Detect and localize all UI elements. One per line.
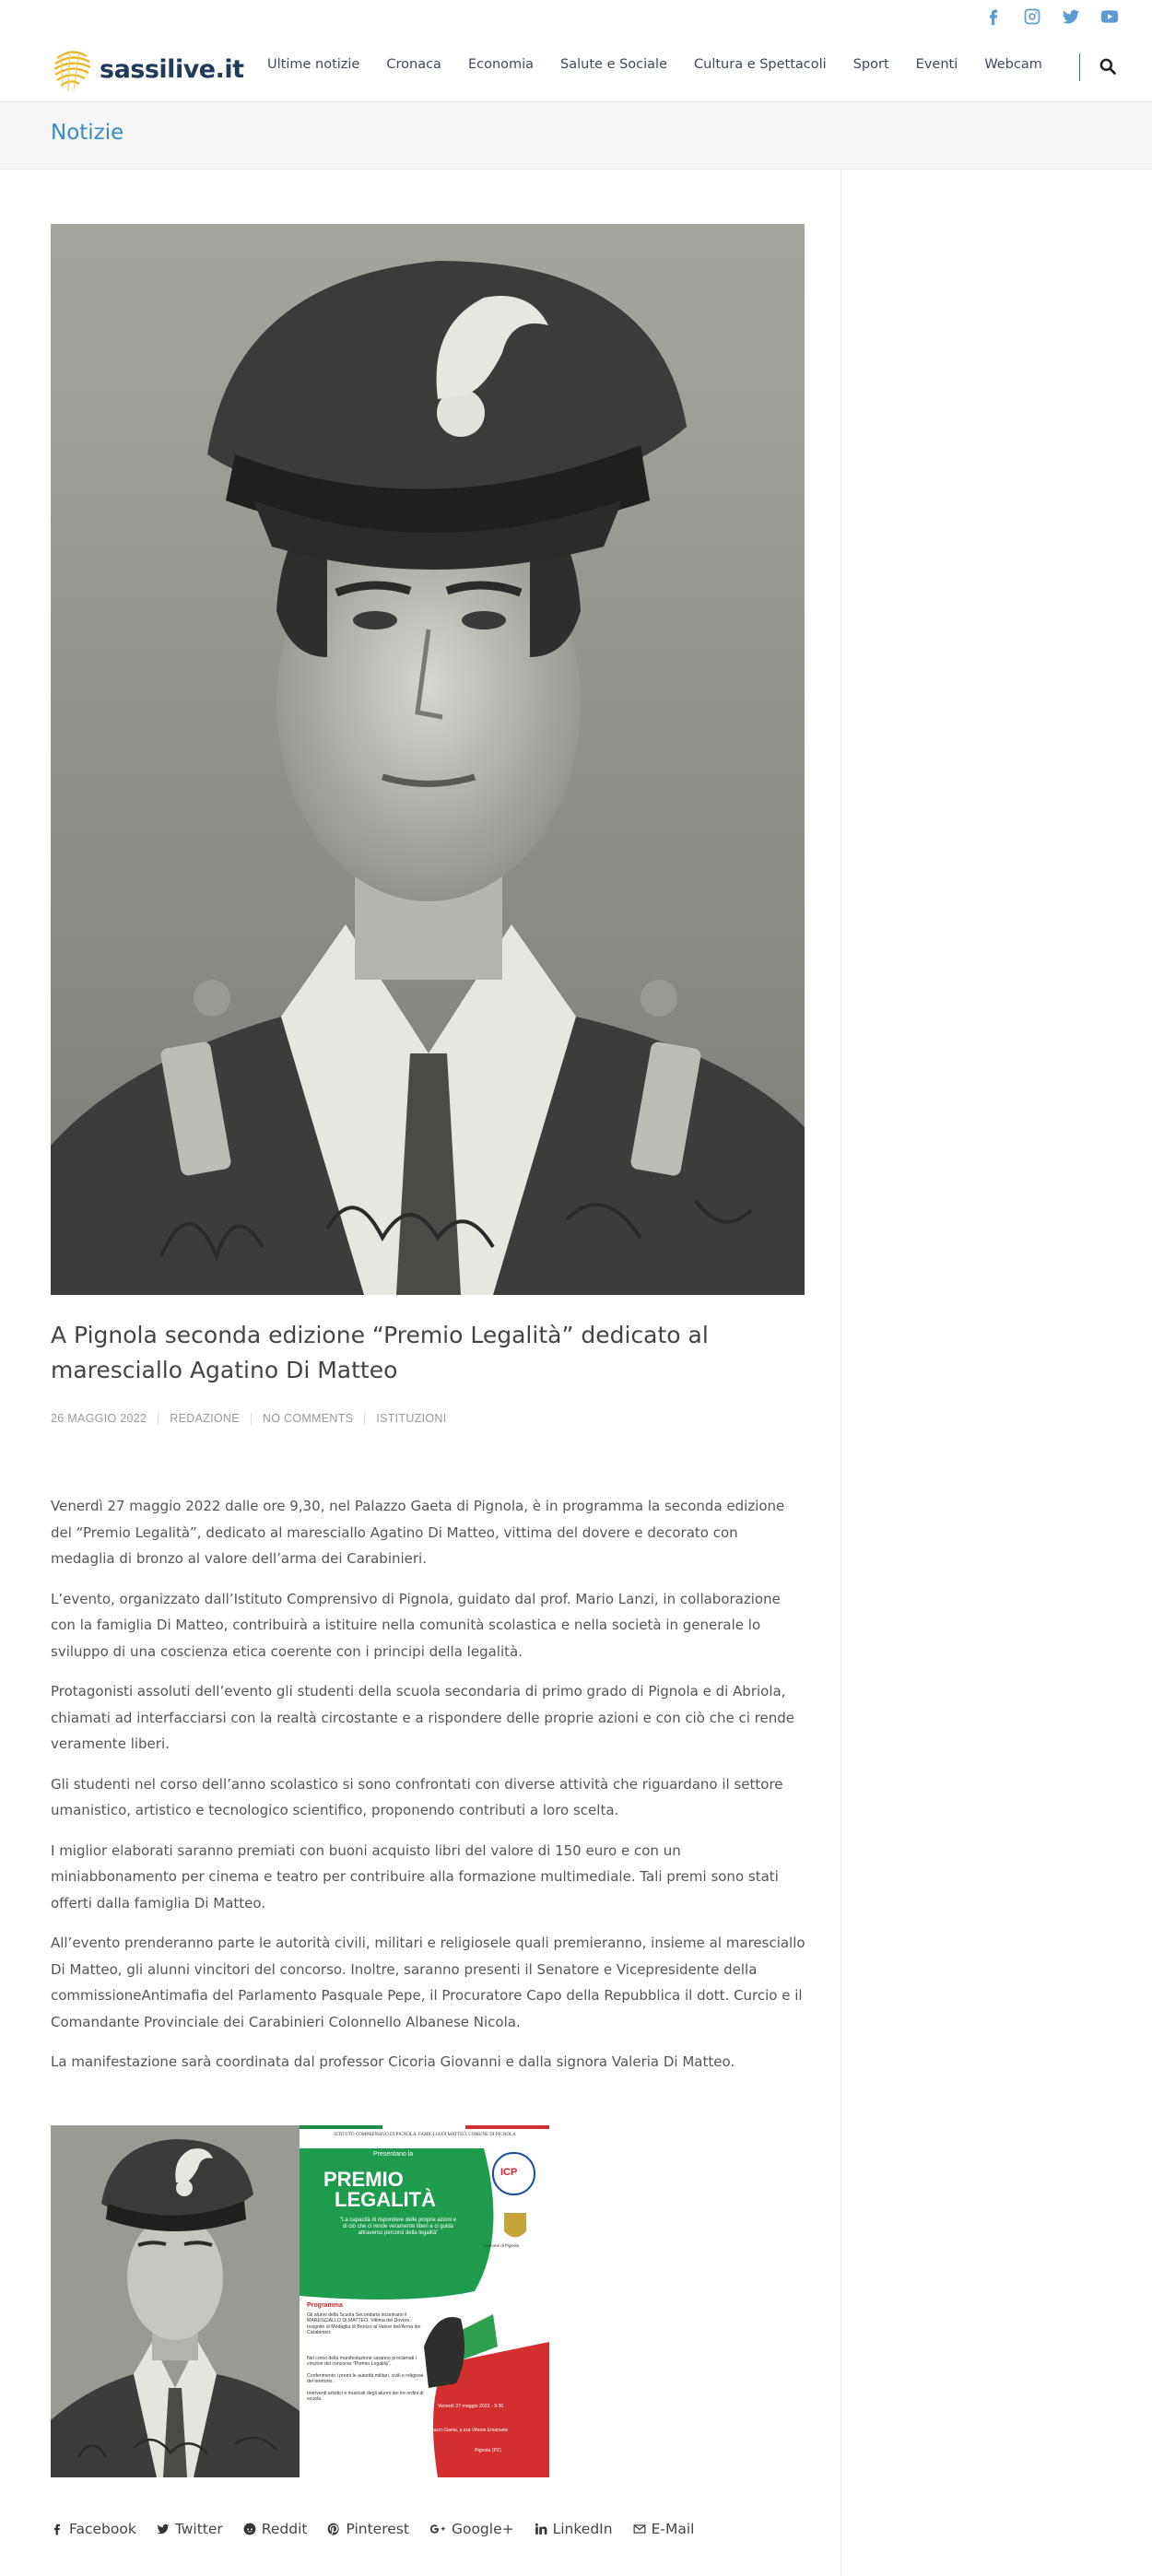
nav-item-sport[interactable]: Sport	[852, 57, 889, 72]
nav-item-cultura-spettacoli[interactable]: Cultura e Spettacoli	[694, 57, 827, 72]
post-paragraph: All’evento prenderanno parte le autorità civili, militari e religiosele quali premieranno, insieme al maresciallo Di Matteo, gli alunni vincitori del concorso. Inoltre, saranno presenti il Senatore e Vicepresidente della commissioneAntimafia del Parlamento Pasquale Pepe, il Procuratore Capo della Repubblica il dott. Curcio e il Comandante Provinciale dei Carabinieri Colonnello Albanese Nicola.	[51, 1935, 805, 2030]
twitter-icon	[157, 2523, 170, 2535]
carabiniere-portrait	[51, 224, 805, 1295]
poster-badge: ICP	[500, 2167, 518, 2178]
poster-comune: Comune di Pignola	[484, 2243, 520, 2248]
sidebar-divider	[840, 169, 841, 2576]
logo-emblem-icon	[50, 41, 96, 97]
share-facebook[interactable]	[51, 2521, 136, 2537]
poster-header: ISTITUTO COMPRENSIVO DI PIGNOLA, FAMIGLIA DI MATTEO, COMUNE DI PIGNOLA	[334, 2133, 516, 2137]
nav-item-ultime-notizie[interactable]: Ultime notizie	[267, 57, 360, 72]
google-plus-icon	[429, 2523, 446, 2535]
post-paragraph: Gli studenti nel corso dell’anno scolastico si sono confrontati con diverse attività che riguardano il settore umanistico, artistico e tecnologico scientifico, proponendo contributi a loro scelta.	[51, 1775, 783, 1818]
post-author-link[interactable]: REDAZIONE	[170, 1412, 240, 1425]
post-paragraph: L’evento, organizzato dall’Istituto Comprensivo di Pignola, guidato dal prof. Mario Lanzi, in collaborazione con la famiglia Di Matteo, contribuirà a istituire nella comunità scolastica e nella società in generale lo sviluppo di una coscienza etica coerente con i principi della legalità.	[51, 1590, 781, 1660]
post-paragraph: La manifestazione sarà coordinata dal professor Cicoria Giovanni e dalla signora Valeria Di Matteo.	[51, 2053, 735, 2070]
page-title-band	[0, 102, 1152, 170]
post-comments-link[interactable]: NO COMMENTS	[262, 1412, 354, 1425]
linkedin-icon	[535, 2523, 547, 2535]
nav-item-economia[interactable]: Economia	[467, 57, 535, 72]
instagram-icon[interactable]	[1023, 7, 1041, 26]
post-paragraph: I miglior elaborati saranno premiati con buoni acquisto libri del valore di 150 euro e con un miniabbonamento per cinema e teatro per contribuire alla formazione multimediale. Tali premi sono stati offerti dalla famiglia Di Matteo.	[51, 1841, 779, 1911]
poster-bullets	[307, 2356, 425, 2402]
logo-wordmark	[100, 55, 244, 84]
poster-quote: "La capacità di rispondere delle proprie azioni e di ciò che ci rende veramente liberi e ci guida attraverso percorsi della legalità"	[339, 2217, 457, 2236]
share-twitter[interactable]	[157, 2521, 223, 2537]
share-label: Facebook	[69, 2521, 136, 2537]
share-linkedin[interactable]	[535, 2521, 613, 2537]
poster-bullet: Nel corso della manifestazione saranno proclamati i vincitori del concorso "Premio Legalità".	[307, 2356, 417, 2368]
nav-item-eventi[interactable]: Eventi	[915, 57, 958, 72]
meta-separator	[158, 1413, 159, 1425]
poster-program-label: Programma	[307, 2302, 343, 2309]
share-label: Reddit	[261, 2521, 308, 2537]
poster-town: Pignola (PZ)	[475, 2448, 501, 2453]
search-button[interactable]	[1099, 57, 1119, 77]
page-title: Notizie	[51, 121, 124, 145]
share-label: Pinterest	[346, 2521, 409, 2537]
logo-name: sassilive	[100, 54, 216, 84]
reddit-icon	[243, 2523, 256, 2535]
email-icon	[633, 2523, 646, 2535]
logo-suffix: .it	[215, 54, 244, 84]
poster-program-intro: Gli alunni della Scuola Secondaria incontrano il MARESCIALLO DI MATTEO, Vittima del Dovere, Insignito di Medaglia di Bronzo al Valore dell'Arma dei Carabinieri.	[307, 2312, 421, 2336]
poster-title-line1: PREMIO	[323, 2168, 404, 2191]
main-nav	[267, 57, 1069, 72]
post-paragraph: Venerdì 27 maggio 2022 dalle ore 9,30, nel Palazzo Gaeta di Pignola, è in programma la seconda edizione del “Premio Legalità”, dedicato al maresciallo Agatino Di Matteo, vittima del dovere e decorato con medaglia di bronzo al valore dell’arma dei Carabinieri.	[51, 1498, 785, 1567]
twitter-icon[interactable]	[1062, 7, 1080, 26]
nav-item-salute-sociale[interactable]: Salute e Sociale	[560, 57, 668, 72]
share-email[interactable]	[633, 2521, 695, 2537]
search-icon	[1099, 57, 1117, 76]
meta-separator	[251, 1413, 252, 1425]
post-paragraph: Protagonisti assoluti dell’evento gli studenti della scuola secondaria di primo grado di Pignola e di Abriola, chiamati ad interfacciarsi con la realtà circostante e a rispondere delle proprie azioni e con ciò che ci rende veramente liberi.	[51, 1683, 794, 1752]
inline-portrait-image[interactable]	[51, 2125, 300, 2477]
share-label: Twitter	[174, 2521, 223, 2537]
pinterest-icon	[327, 2523, 340, 2535]
event-poster[interactable]	[300, 2125, 549, 2477]
post-date: 26 MAGGIO 2022	[51, 1412, 147, 1425]
carabiniere-portrait-small	[51, 2125, 300, 2477]
featured-image[interactable]	[51, 224, 805, 1295]
poster-title-line2: LEGALITÀ	[335, 2188, 436, 2211]
post-body	[51, 1493, 806, 2089]
post-title: A Pignola seconda edizione “Premio Legalità” dedicato al maresciallo Agatino Di Matteo	[51, 1322, 709, 1383]
poster-where: Palazzo Gaeta, p.zza Vittorio Emanuele	[427, 2428, 509, 2433]
facebook-icon[interactable]	[984, 7, 1003, 26]
poster-bullet: Interventi artistici e musicali degli alunni dei tre ordini di scuola.	[307, 2390, 424, 2403]
site-header	[0, 39, 1152, 102]
meta-separator	[364, 1413, 365, 1425]
nav-item-cronaca[interactable]: Cronaca	[386, 57, 441, 72]
poster-subtitle: Presentano la	[373, 2151, 414, 2158]
youtube-icon[interactable]	[1100, 7, 1119, 26]
nav-item-webcam[interactable]: Webcam	[984, 57, 1042, 72]
facebook-icon	[51, 2523, 64, 2535]
nav-divider	[1079, 53, 1080, 81]
top-social-bar	[0, 0, 1152, 39]
social-links	[984, 7, 1119, 26]
share-bar	[51, 2521, 714, 2537]
share-reddit[interactable]	[243, 2521, 308, 2537]
share-pinterest[interactable]	[327, 2521, 408, 2537]
post-category-link[interactable]: ISTITUZIONI	[376, 1412, 447, 1425]
share-label: LinkedIn	[552, 2521, 613, 2537]
site-logo[interactable]	[50, 41, 244, 97]
poster-bullet: Conferimento i premi le autorità militari, civili e religiose del territorio.	[307, 2372, 424, 2385]
post-meta	[51, 1412, 447, 1425]
share-google-plus[interactable]	[429, 2521, 514, 2537]
share-label: Google+	[451, 2521, 514, 2537]
share-label: E-Mail	[651, 2521, 695, 2537]
poster-when: Venerdì 27 maggio 2022 - 9:30	[438, 2404, 504, 2409]
